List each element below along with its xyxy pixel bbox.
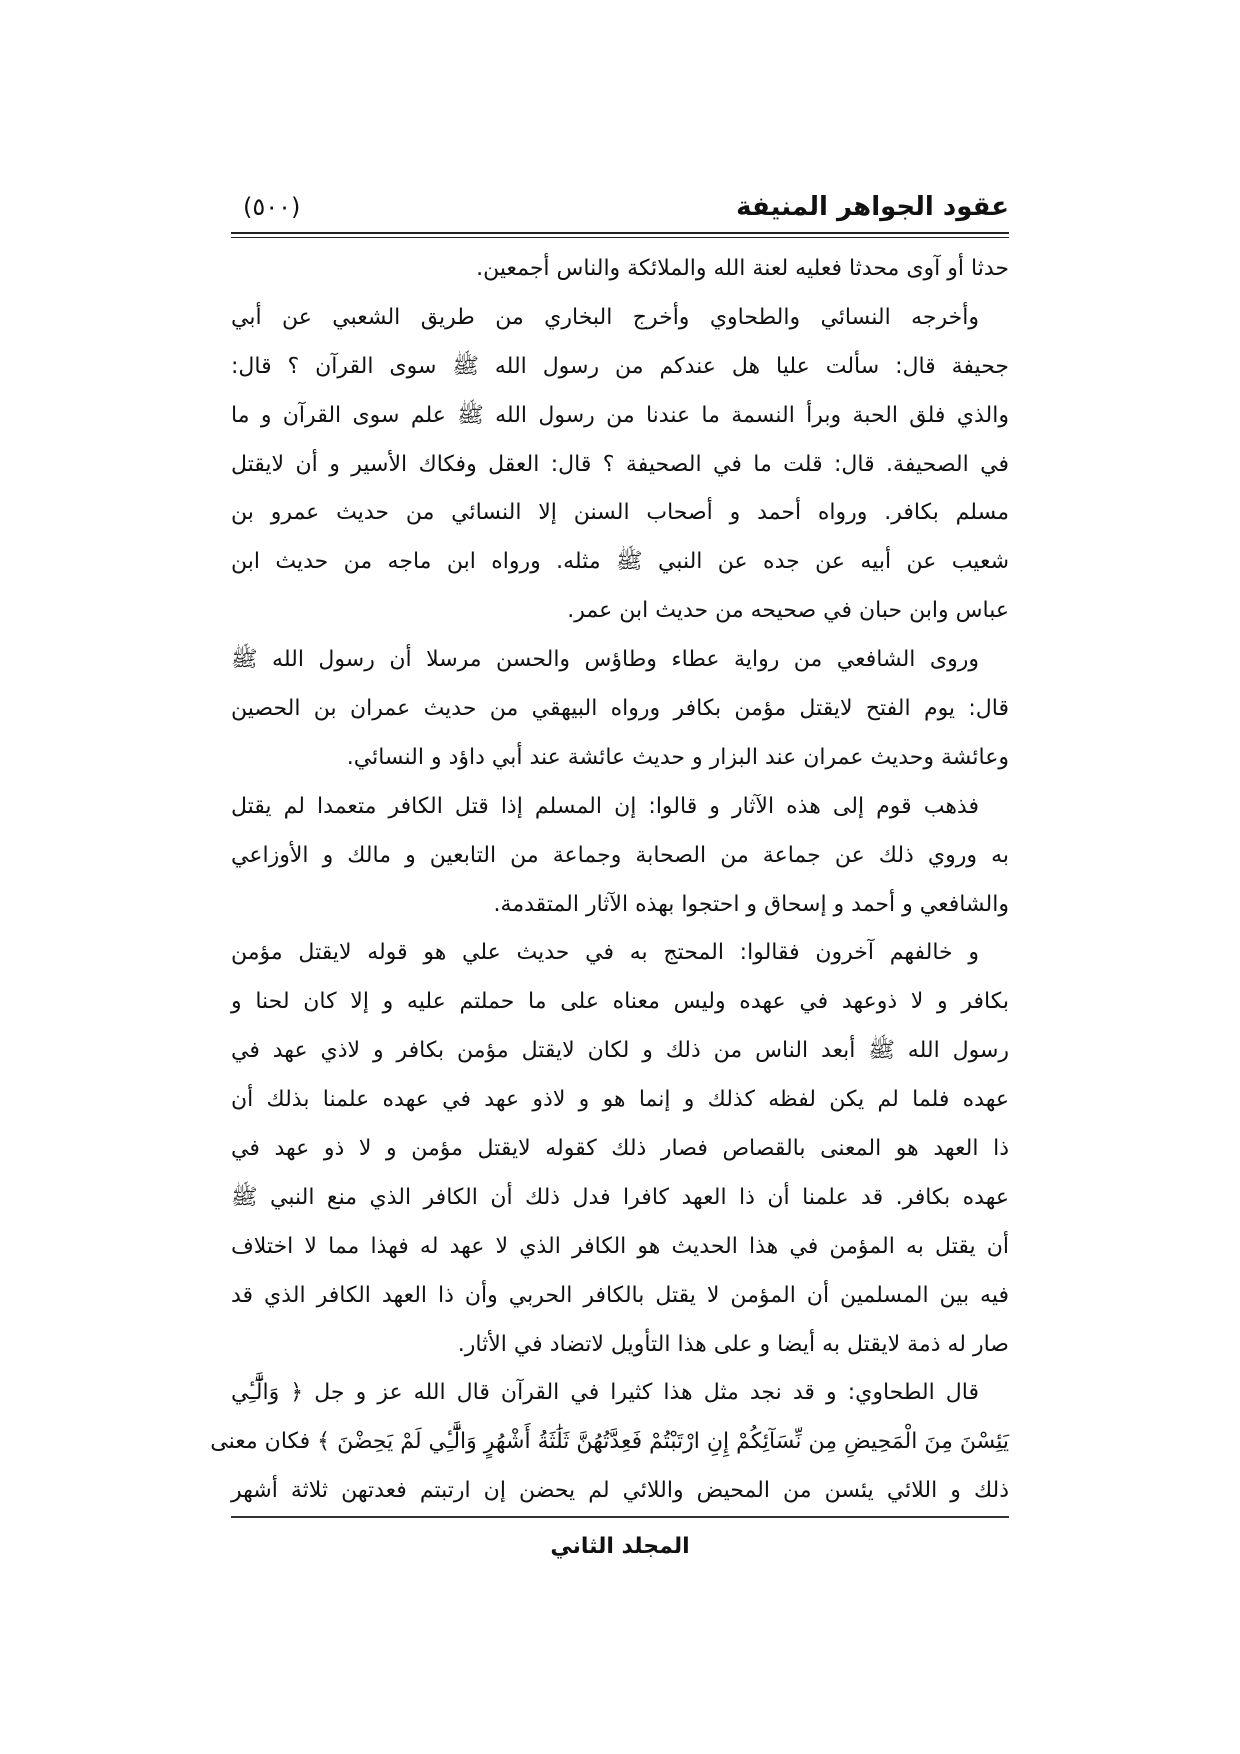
text-line: يَئِسْنَ مِنَ الْمَحِيضِ مِن نِّسَآئِكُمْ إِنِ ارْتَبْتُمْ فَعِدَّتُهُنَّ ثَلَٰثَةُ أَشْهُرٍ وَالَّٰٓـِٔي لَمْ يَحِضْنَ ﴾ فكان معنى	[210, 1429, 1009, 1455]
running-header-title: عقود الجواهر المنيفة	[736, 192, 1009, 222]
text-line: أن يقتل به المؤمن في هذا الحديث هو الكافر الذي لا عهد له فهذا مما لا اختلاف	[231, 1233, 1009, 1259]
text-line: فذهب قوم إلى هذه الآثار و قالوا: إن المسلم إذا قتل الكافر متعمدا لم يقتل	[231, 793, 979, 819]
text-line: وروى الشافعي من رواية عطاء وطاؤس والحسن مرسلا أن رسول الله ﷺ	[231, 647, 979, 673]
text-line: رسول الله ﷺ أبعد الناس من ذلك و لكان لايقتل مؤمن بكافر و لاذي عهد في	[231, 1038, 1009, 1064]
text-line: حدثا أو آوى محدثا فعليه لعنة الله والملائكة والناس أجمعين.	[476, 256, 1009, 281]
text-line: في الصحيفة. قال: قلت ما في الصحيفة ؟ قال: العقل وفكاك الأسير و أن لايقتل	[231, 451, 1009, 477]
text-line: والذي فلق الحبة وبرأ النسمة ما عندنا من رسول الله ﷺ علم سوى القرآن و ما	[231, 402, 1009, 428]
header-double-rule	[231, 232, 1009, 238]
text-line: ذلك و اللائي يئسن من المحيض واللائي لم يحضن إن ارتبتم فعدتهن ثلاثة أشهر	[231, 1478, 1009, 1504]
text-line: فيه بين المسلمين أن المؤمن لا يقتل بالكافر الحربي وأن ذا العهد الكافر الذي قد	[231, 1282, 1009, 1308]
text-line: عباس وابن حبان في صحيحه من حديث ابن عمر.	[567, 598, 1009, 624]
body-text	[210, 245, 1009, 1516]
text-line: عهده بكافر. قد علمنا أن ذا العهد كافرا فدل ذلك أن الكافر الذي منع النبي ﷺ	[231, 1184, 1009, 1210]
page-number: (٥٠٠)	[243, 193, 301, 221]
text-line: وعائشة وحديث عمران عند البزار و حديث عائشة عند أبي داؤد و النسائي.	[346, 744, 1009, 770]
text-line: بكافر و لا ذوعهد في عهده وليس معناه على ما حملتم عليه و إلا كان لحنا و	[231, 989, 1009, 1015]
text-line: ذا العهد هو المعنى بالقصاص فصار ذلك كقوله لايقتل مؤمن و لا ذو عهد في	[231, 1136, 1009, 1162]
text-line: عهده فلما لم يكن لفظه كذلك و إنما هو و لاذو عهد في عهده علمنا بذلك أن	[231, 1087, 1009, 1113]
text-line: شعيب عن أبيه عن جده عن النبي ﷺ مثله. ورواه ابن ماجه من حديث ابن	[231, 549, 1009, 575]
text-line: صار له ذمة لايقتل به أيضا و على هذا التأويل لاتضاد في الأثار.	[457, 1331, 1009, 1357]
text-line: وأخرجه النسائي والطحاوي وأخرج البخاري من طريق الشعبي عن أبي	[231, 304, 979, 330]
footer-rule	[231, 1516, 1009, 1518]
text-line: والشافعي و أحمد و إسحاق و احتجوا بهذه الآثار المتقدمة.	[493, 891, 1009, 917]
text-line: به وروي ذلك عن جماعة من الصحابة وجماعة من التابعين و مالك و الأوزاعي	[231, 842, 1009, 868]
text-line: و خالفهم آخرون فقالوا: المحتج به في حديث علي هو قوله لايقتل مؤمن	[231, 940, 979, 966]
text-line: مسلم بكافر. ورواه أحمد و أصحاب السنن إلا النسائي من حديث عمرو بن	[231, 500, 1009, 526]
footer-volume: المجلد الثاني	[550, 1534, 690, 1559]
text-line: قال: يوم الفتح لايقتل مؤمن بكافر ورواه البيهقي من حديث عمران بن الحصين	[231, 696, 1009, 722]
text-line: قال الطحاوي: و قد نجد مثل هذا كثيرا في القرآن قال الله عز و جل ﴿ وَالَّٰٓـِٔي	[231, 1380, 979, 1406]
text-line: جحيفة قال: سألت عليا هل عندكم من رسول الله ﷺ سوى القرآن ؟ قال:	[231, 353, 1009, 379]
